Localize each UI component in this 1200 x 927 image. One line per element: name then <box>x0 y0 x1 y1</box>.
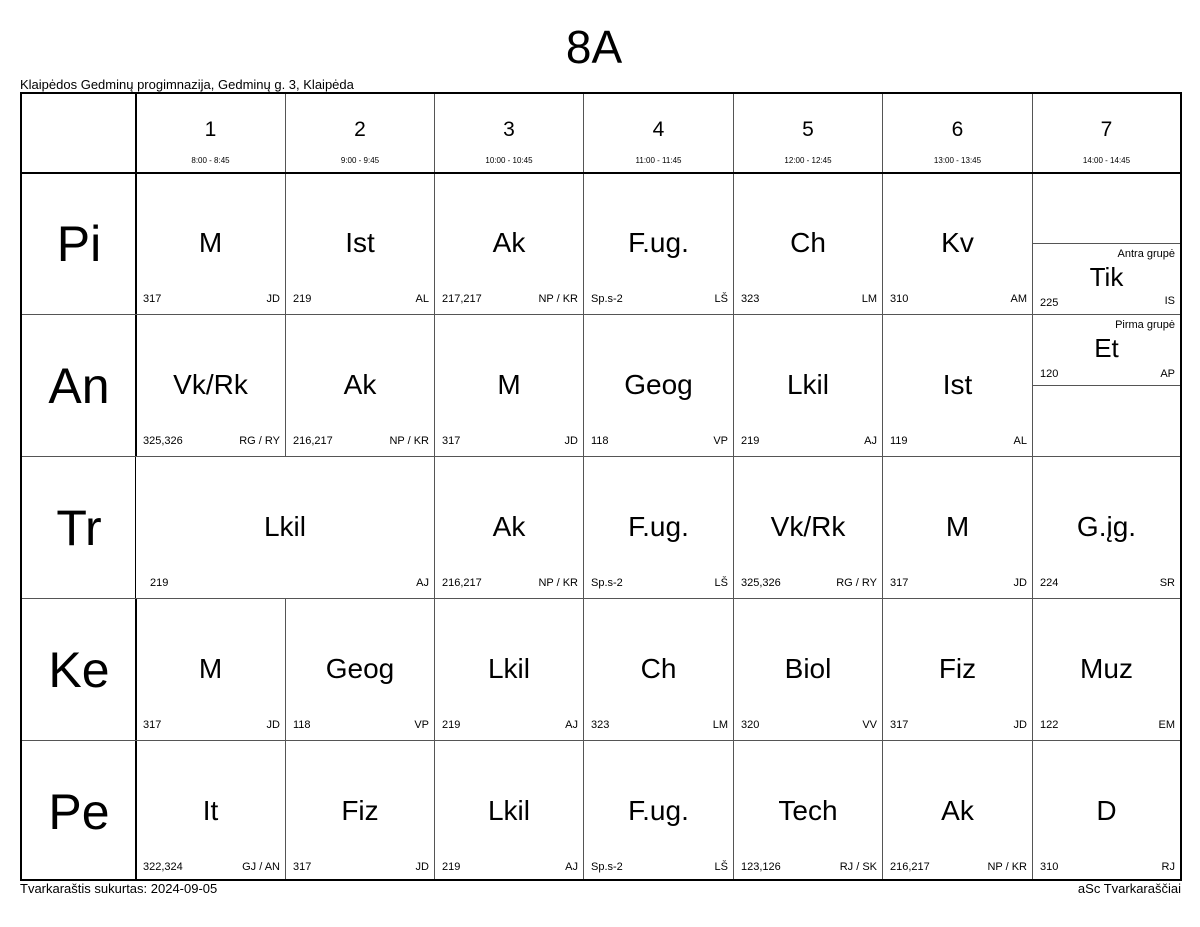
lesson-cell[interactable] <box>734 599 882 740</box>
lesson-teacher: JD <box>1013 577 1027 589</box>
lesson-subject: Tik <box>1089 262 1124 292</box>
period-header <box>584 94 733 172</box>
lesson-room: 219 <box>442 861 461 873</box>
lesson-subject: Et <box>1094 333 1119 363</box>
lesson-subject: F.ug. <box>628 511 689 542</box>
lesson-teacher: JD <box>564 435 578 447</box>
lesson-cell[interactable] <box>734 173 882 314</box>
lesson-room: 317 <box>143 719 162 731</box>
day-label-an: An <box>48 358 110 414</box>
period-header <box>883 94 1032 172</box>
lesson-room: 323 <box>741 293 760 305</box>
day-label-pe: Pe <box>48 784 110 840</box>
lesson-teacher: VV <box>862 719 877 731</box>
lesson-cell[interactable] <box>584 457 733 598</box>
lesson-cell-split[interactable] <box>1033 315 1180 456</box>
lesson-subject: Ch <box>790 227 826 258</box>
lesson-cell[interactable] <box>1033 741 1180 879</box>
lesson-subject: Ist <box>942 369 973 400</box>
lesson-cell[interactable] <box>136 173 285 314</box>
lesson-cell[interactable] <box>136 599 285 740</box>
period-time: 12:00 - 12:45 <box>784 156 832 165</box>
period-time: 14:00 - 14:45 <box>1082 156 1131 165</box>
lesson-room: 118 <box>293 719 311 731</box>
lesson-cell[interactable] <box>286 173 434 314</box>
lesson-cell[interactable] <box>435 315 583 456</box>
lesson-subject: Muz <box>1080 653 1133 684</box>
period-time: 9:00 - 9:45 <box>340 156 380 165</box>
lesson-teacher: JD <box>415 861 429 873</box>
lesson-cell[interactable] <box>435 173 583 314</box>
lesson-cell[interactable] <box>584 315 733 456</box>
period-number: 2 <box>354 118 366 141</box>
lesson-subject: Lkil <box>263 511 306 542</box>
lesson-teacher: AL <box>1013 435 1027 447</box>
lesson-subject: Kv <box>941 227 974 258</box>
lesson-teacher: LM <box>861 293 877 305</box>
lesson-room: 216,217 <box>442 577 482 589</box>
lesson-subject: Ak <box>492 511 526 542</box>
lesson-subject: Lkil <box>487 653 530 684</box>
school-address: Klaipėdos Gedminų progimnazija, Gedminų g. 3, Klaipėda <box>20 77 354 92</box>
lesson-teacher: NP / KR <box>987 861 1027 873</box>
lesson-cell[interactable] <box>435 741 583 879</box>
lesson-room: 310 <box>1040 861 1059 873</box>
created-date: Tvarkaraštis sukurtas: 2024-09-05 <box>20 881 218 896</box>
lesson-room: Sp.s-2 <box>591 861 623 873</box>
lesson-subject: Ist <box>345 227 375 258</box>
page-title: 8A <box>565 21 623 73</box>
lesson-subject: F.ug. <box>628 795 689 826</box>
lesson-room: 323 <box>591 719 610 731</box>
period-time: 13:00 - 13:45 <box>933 156 982 165</box>
lesson-cell[interactable] <box>136 741 285 879</box>
day-label-pi: Pi <box>56 216 102 272</box>
lesson-subject: G.įg. <box>1076 511 1137 542</box>
lesson-teacher: AJ <box>864 435 877 447</box>
lesson-cell[interactable] <box>584 173 733 314</box>
lesson-room: 119 <box>890 435 908 447</box>
group-label: Antra grupė <box>1117 248 1175 260</box>
lesson-teacher: LM <box>712 719 728 731</box>
period-header <box>1033 94 1180 172</box>
group-label: Pirma grupė <box>1115 319 1175 331</box>
lesson-cell[interactable] <box>734 315 882 456</box>
lesson-room: Sp.s-2 <box>591 577 623 589</box>
period-time: 8:00 - 8:45 <box>191 156 230 165</box>
lesson-teacher: AJ <box>565 719 578 731</box>
lesson-room: 225 <box>1040 297 1059 309</box>
lesson-subject: M <box>198 227 223 258</box>
software-credit: aSc Tvarkaraščiai <box>1077 881 1181 896</box>
lesson-teacher: VP <box>713 435 728 447</box>
lesson-cell[interactable] <box>286 741 434 879</box>
group-divider <box>1033 243 1180 244</box>
lesson-subject: Ak <box>492 227 526 258</box>
lesson-cell[interactable] <box>286 315 434 456</box>
lesson-subject: Vk/Rk <box>173 369 248 400</box>
day-label-ke: Ke <box>48 642 110 698</box>
lesson-room: 219 <box>293 293 312 305</box>
lesson-teacher: RJ <box>1161 861 1175 873</box>
lesson-room: 310 <box>890 293 909 305</box>
lesson-subject: M <box>198 653 223 684</box>
lesson-cell[interactable] <box>883 173 1032 314</box>
lesson-room: 317 <box>442 435 461 447</box>
period-header <box>286 94 434 172</box>
lesson-room: 325,326 <box>741 577 781 589</box>
period-number: 5 <box>802 118 814 141</box>
lesson-subject: It <box>202 795 219 826</box>
period-number: 4 <box>652 118 665 141</box>
lesson-room: 320 <box>741 719 760 731</box>
lesson-room: 118 <box>591 435 609 447</box>
lesson-room: 219 <box>442 719 461 731</box>
lesson-cell[interactable] <box>435 457 583 598</box>
period-time: 11:00 - 11:45 <box>635 156 682 165</box>
lesson-teacher: AJ <box>416 577 429 589</box>
lesson-room: 325,326 <box>143 435 183 447</box>
period-number: 3 <box>503 118 515 141</box>
lesson-teacher: NP / KR <box>389 435 429 447</box>
group-divider <box>1033 385 1180 386</box>
lesson-teacher: JD <box>266 293 280 305</box>
lesson-subject: Ch <box>640 653 677 684</box>
lesson-subject: Biol <box>784 653 832 684</box>
lesson-room: Sp.s-2 <box>591 293 623 305</box>
lesson-subject: Vk/Rk <box>770 511 846 542</box>
lesson-subject: Fiz <box>341 795 379 826</box>
lesson-teacher: AM <box>1010 293 1027 305</box>
day-label-tr: Tr <box>56 500 102 556</box>
lesson-cell[interactable] <box>883 315 1032 456</box>
lesson-teacher: AJ <box>565 861 578 873</box>
lesson-teacher: JD <box>1013 719 1027 731</box>
lesson-cell[interactable] <box>883 457 1032 598</box>
lesson-room: 122 <box>1040 719 1059 731</box>
lesson-subject: Lkil <box>487 795 530 826</box>
lesson-subject: Lkil <box>786 369 829 400</box>
lesson-teacher: NP / KR <box>538 577 578 589</box>
lesson-cell[interactable] <box>734 457 882 598</box>
period-header <box>734 94 882 172</box>
lesson-room: 317 <box>143 293 162 305</box>
lesson-teacher: LŠ <box>714 861 728 873</box>
lesson-cell[interactable] <box>734 741 882 879</box>
lesson-teacher: SR <box>1159 577 1175 589</box>
lesson-subject: M <box>497 369 521 400</box>
lesson-teacher: VP <box>414 719 429 731</box>
lesson-room: 216,217 <box>890 861 930 873</box>
lesson-teacher: LŠ <box>714 293 728 305</box>
period-time: 10:00 - 10:45 <box>485 156 533 165</box>
lesson-teacher: EM <box>1158 719 1175 731</box>
period-number: 7 <box>1100 118 1113 141</box>
lesson-room: 216,217 <box>293 435 333 447</box>
lesson-cell[interactable] <box>883 741 1032 879</box>
lesson-teacher: AL <box>415 293 429 305</box>
lesson-cell[interactable] <box>136 315 285 456</box>
lesson-cell[interactable] <box>584 741 733 879</box>
lesson-room: 224 <box>1040 577 1059 589</box>
lesson-room: 120 <box>1040 368 1059 380</box>
lesson-teacher: RG / RY <box>836 577 877 589</box>
lesson-room: 219 <box>150 577 169 589</box>
lesson-subject: D <box>1096 795 1117 826</box>
period-header <box>435 94 583 172</box>
period-header <box>136 94 285 172</box>
lesson-cell[interactable] <box>435 599 583 740</box>
lesson-subject: Geog <box>325 653 395 684</box>
lesson-teacher: RG / RY <box>239 435 280 447</box>
lesson-teacher: GJ / AN <box>242 861 280 873</box>
lesson-teacher: AP <box>1160 368 1175 380</box>
lesson-room: 322,324 <box>143 861 183 873</box>
lesson-room: 217,217 <box>442 293 482 305</box>
lesson-cell-double[interactable] <box>136 457 434 598</box>
lesson-room: 317 <box>293 861 312 873</box>
period-number: 1 <box>204 118 217 141</box>
lesson-teacher: LŠ <box>714 577 728 589</box>
lesson-cell[interactable] <box>883 599 1032 740</box>
lesson-teacher: IS <box>1164 295 1175 307</box>
lesson-subject: M <box>945 511 970 542</box>
lesson-subject: F.ug. <box>628 227 689 258</box>
lesson-room: 317 <box>890 719 909 731</box>
lesson-cell[interactable] <box>286 599 434 740</box>
lesson-cell[interactable] <box>584 599 733 740</box>
lesson-subject: Geog <box>624 369 693 400</box>
lesson-teacher: JD <box>266 719 280 731</box>
period-number: 6 <box>951 118 964 141</box>
lesson-subject: Ak <box>941 795 974 826</box>
lesson-cell-split[interactable] <box>1033 173 1180 314</box>
timetable-grid <box>20 92 1182 881</box>
lesson-room: 123,126 <box>741 861 781 873</box>
lesson-subject: Fiz <box>938 653 977 684</box>
lesson-cell[interactable] <box>1033 599 1180 740</box>
lesson-teacher: NP / KR <box>538 293 578 305</box>
lesson-room: 219 <box>741 435 760 447</box>
lesson-subject: Ak <box>343 369 377 400</box>
lesson-room: 317 <box>890 577 909 589</box>
lesson-subject: Tech <box>778 795 838 826</box>
lesson-teacher: RJ / SK <box>839 861 877 873</box>
lesson-cell[interactable] <box>1033 457 1180 598</box>
